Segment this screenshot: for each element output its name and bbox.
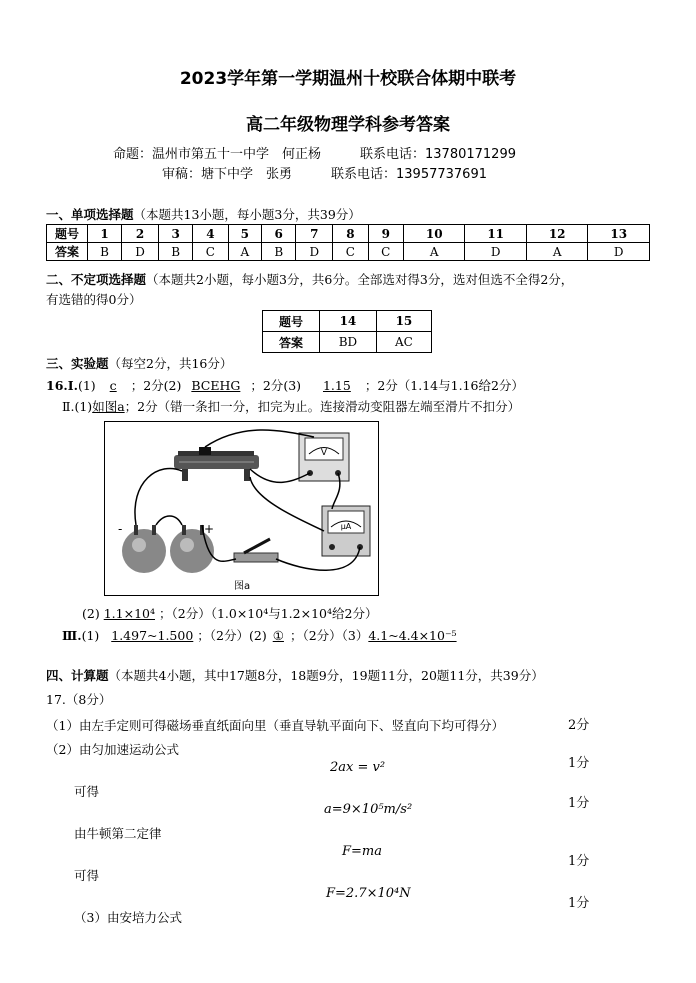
mc-question-number-10: 10	[403, 225, 464, 243]
p3c-prefix: （3）	[341, 628, 369, 643]
p3a-answer: 1.497~1.500	[111, 628, 194, 643]
p1a-score: ；2分	[130, 378, 164, 393]
minus-sign: -	[118, 522, 123, 536]
kede-1: 可得	[74, 784, 100, 799]
eq4-score: 1分	[568, 896, 590, 911]
mc-question-number-11: 11	[465, 225, 526, 243]
mc-answer-cell-3: B	[159, 243, 193, 261]
voltmeter-label: V	[320, 448, 328, 458]
figure-caption: 图a	[234, 581, 251, 592]
circuit-figure-a	[104, 421, 379, 596]
mc-question-number-4: 4	[193, 225, 228, 243]
q17-step1: （1）由左手定则可得磁场垂直纸面向里（垂直导轨平面向下、竖直向下均可得分）	[46, 718, 504, 733]
mc-question-number-2: 2	[122, 225, 159, 243]
section3-heading	[46, 354, 232, 372]
section4-desc: （本题共4小题，其中17题8分，18题9分，19题11分，20题11分，共39分）	[108, 668, 544, 683]
p3b-score: ；（2分）	[289, 628, 342, 643]
p3c-answer: 4.1~4.4×10⁻⁵	[368, 628, 457, 643]
multi-answer-row	[263, 332, 432, 353]
q16-part2-2-line	[82, 604, 377, 622]
q17-step3: （3）由安培力公式	[74, 910, 182, 925]
p3b-prefix: (2)	[249, 628, 267, 643]
mc-answer-row	[47, 243, 650, 261]
equation-force-value: F=2.7×10⁴N	[326, 886, 411, 901]
newton-second-law: 由牛顿第二定律	[74, 826, 162, 841]
mc-answer-table	[46, 224, 650, 261]
eq1-score: 1分	[568, 756, 590, 771]
equation-acceleration: a=9×10⁵m/s²	[324, 802, 413, 817]
mc-question-number-5: 5	[228, 225, 262, 243]
p1a-answer: c	[109, 378, 117, 393]
multi-number-row	[263, 311, 432, 332]
mc-answer-cell-4: C	[193, 243, 228, 261]
q17-step1-score: 2分	[568, 718, 590, 733]
multi-answer-table	[262, 310, 432, 353]
mc-answer-cell-12: A	[526, 243, 587, 261]
mc-question-number-6: 6	[262, 225, 296, 243]
part2-prefix: Ⅱ.(1)	[62, 399, 93, 414]
p1c-score: ；2分（1.14与1.16给2分）	[364, 378, 524, 393]
mc-question-number-9: 9	[368, 225, 403, 243]
mc-answer-cell-13: D	[588, 243, 650, 261]
p1c-prefix: (3)	[283, 378, 302, 393]
mc-answer-cell-10: A	[403, 243, 464, 261]
exam-title: 2023学年第一学期温州十校联合体期中联考	[179, 69, 517, 89]
row-label-a: 答案	[47, 243, 88, 261]
p1b-prefix: (2)	[163, 378, 182, 393]
section1-heading	[46, 205, 361, 223]
q16-part2-line	[62, 397, 520, 415]
p3a-prefix: (1)	[81, 628, 100, 643]
equation-force: F=ma	[342, 844, 382, 859]
mc-question-number-7: 7	[296, 225, 333, 243]
mc-question-number-1: 1	[88, 225, 122, 243]
section1-heading-text: 一、单项选择题	[46, 207, 134, 222]
mc-question-number-12: 12	[526, 225, 587, 243]
mc-answer-cell-6: B	[262, 243, 296, 261]
multi-answer-cell-1: BD	[320, 332, 377, 353]
mc-question-number-8: 8	[333, 225, 368, 243]
voltmeter	[299, 433, 349, 481]
mc-answer-cell-7: D	[296, 243, 333, 261]
microammeter-label: μA	[340, 522, 352, 531]
q16-label: 16.	[46, 378, 68, 393]
section3-desc: （每空2分，共16分）	[108, 356, 233, 371]
section3-heading-text: 三、实验题	[46, 356, 109, 371]
q17-label: 17.（8分）	[46, 692, 112, 707]
p1a-prefix: (1)	[77, 378, 96, 393]
part3-label: Ⅲ.	[62, 628, 82, 643]
p3b-answer: ①	[272, 628, 284, 643]
mc-number-row	[47, 225, 650, 243]
review-line: 审稿：塘下中学 张勇 联系电话：13957737691	[162, 167, 487, 182]
equation-kinematics: 2ax = v²	[330, 760, 386, 775]
section2-heading-text: 二、不定项选择题	[46, 272, 147, 287]
answer-key-title: 高二年级物理学科参考答案	[246, 115, 450, 135]
section4-heading-text: 四、计算题	[46, 668, 109, 683]
multi-question-number-2: 15	[376, 311, 431, 332]
p2-2-score: ；（2分）（1.0×10⁴与1.2×10⁴给2分）	[159, 606, 378, 621]
multi-answer-cell-2: AC	[376, 332, 431, 353]
q17-step2: （2）由匀加速运动公式	[46, 742, 179, 757]
mc-question-number-13: 13	[588, 225, 650, 243]
p1b-answer: BCEHG	[191, 378, 241, 393]
row-label-a: 答案	[263, 332, 320, 353]
section1-desc: （本题共13小题，每小题3分，共39分）	[133, 207, 361, 222]
mc-answer-cell-1: B	[88, 243, 122, 261]
microammeter	[322, 506, 370, 556]
q16-part3-line	[62, 626, 457, 644]
eq3-score: 1分	[568, 854, 590, 869]
kede-2: 可得	[74, 868, 100, 883]
mc-answer-cell-11: D	[465, 243, 526, 261]
section2-desc2: 有选错的得0分）	[46, 292, 142, 307]
mc-answer-cell-2: D	[122, 243, 159, 261]
plus-sign: +	[204, 522, 215, 536]
eq2-score: 1分	[568, 796, 590, 811]
section2-heading	[46, 270, 573, 288]
q16-part1-label: Ⅰ.	[67, 378, 78, 393]
p2-2-answer: 1.1×10⁴	[103, 606, 155, 621]
multi-question-number-1: 14	[320, 311, 377, 332]
row-label-q: 题号	[47, 225, 88, 243]
mc-answer-cell-8: C	[333, 243, 368, 261]
p3a-score: ；（2分）	[197, 628, 249, 643]
part2-note: ；2分（错一条扣一分，扣完为止。连接滑动变阻器左端至滑片不扣分）	[124, 399, 521, 414]
p1c-answer: 1.15	[322, 378, 351, 393]
mc-answer-cell-9: C	[368, 243, 403, 261]
q16-part1-line	[46, 376, 524, 394]
figure-a-reference: 如图a	[92, 399, 125, 414]
section4-heading	[46, 666, 544, 684]
mc-question-number-3: 3	[159, 225, 193, 243]
author-line: 命题：温州市第五十一中学 何正杨 联系电话：13780171299	[113, 147, 516, 162]
p2-2-prefix: (2)	[82, 606, 100, 621]
p1b-score: ；2分	[250, 378, 284, 393]
mc-answer-cell-5: A	[228, 243, 262, 261]
section2-desc: （本题共2小题，每小题3分，共6分。全部选对得3分，选对但选不全得2分，	[146, 272, 574, 287]
row-label-q: 题号	[263, 311, 320, 332]
